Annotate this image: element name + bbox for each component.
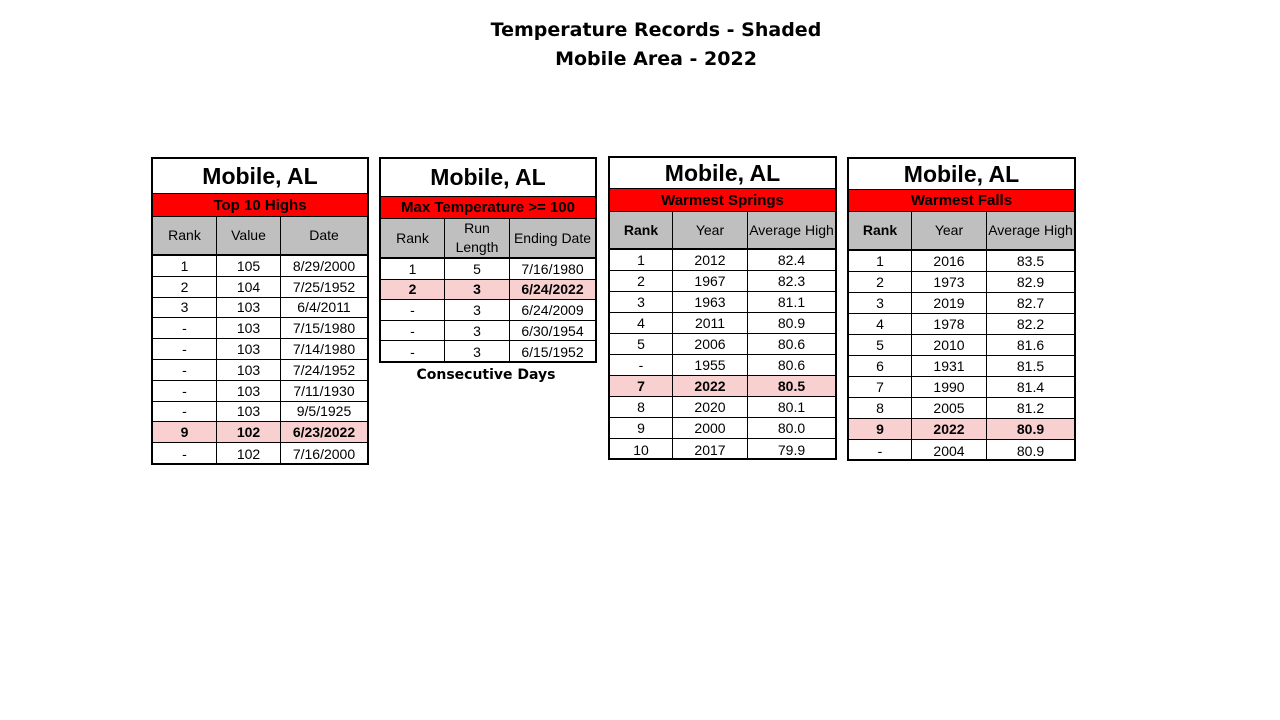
table-cell: 6/24/2022 [521, 281, 584, 298]
table-cell: 80.9 [1016, 442, 1045, 459]
table-cell: 1 [381, 259, 445, 279]
table-cell: 81.2 [1016, 400, 1045, 416]
table-row-highlighted [610, 376, 835, 397]
table-row [381, 300, 595, 321]
table-cell: 103 [217, 318, 281, 338]
table-cell: 3 [849, 293, 912, 313]
table-cell: 3 [445, 300, 510, 320]
table-cell: 1931 [912, 356, 987, 376]
table-cell: 1 [153, 256, 217, 276]
table-row [381, 259, 595, 280]
table-cell: - [153, 443, 217, 464]
table-row [849, 251, 1074, 272]
table-row-highlighted [849, 419, 1074, 440]
table-row [153, 298, 367, 319]
page-title [0, 16, 1280, 74]
table-body [610, 250, 835, 460]
table-cell: - [153, 339, 217, 359]
column-header: Run Length [445, 219, 510, 257]
table-cell: 5 [610, 334, 673, 354]
table-row [153, 318, 367, 339]
table-cell: 7/25/1952 [292, 278, 356, 295]
table-cell: 1973 [912, 272, 987, 292]
header-row [610, 212, 835, 250]
table-cell: 4 [610, 313, 673, 333]
table-row [610, 250, 835, 271]
table-cell: 81.1 [777, 294, 806, 310]
table-cell: 81.4 [1016, 379, 1045, 395]
table-cell: 1 [610, 250, 673, 270]
table-banner: Max Temperature >= 100 [381, 197, 595, 219]
table-cell: 2020 [673, 397, 748, 417]
table-cell: 5 [445, 259, 510, 279]
table-cell: 81.5 [1016, 358, 1045, 374]
table-cell: 3 [445, 280, 510, 300]
table-row [381, 341, 595, 362]
table-cell: 7/14/1980 [292, 341, 356, 358]
city-name: Mobile, AL [849, 159, 1074, 190]
table-cell: 103 [217, 381, 281, 401]
table-row [153, 256, 367, 277]
table-cell: 79.9 [777, 441, 806, 458]
column-header: Ending Date [513, 229, 592, 246]
table-cell: 2019 [912, 293, 987, 313]
table-cell: 2000 [673, 418, 748, 438]
table-cell: 6/23/2022 [292, 424, 356, 441]
table-cell: 6/15/1952 [521, 343, 584, 360]
warmest-falls-table [847, 157, 1076, 461]
table-row [849, 335, 1074, 356]
table-row-highlighted [381, 280, 595, 301]
table-cell: 82.9 [1016, 274, 1045, 290]
table-cell: 80.1 [777, 399, 806, 415]
table-cell: - [381, 300, 445, 320]
table-body [381, 259, 595, 362]
top-10-highs-table [151, 157, 369, 465]
table-cell: 2022 [912, 419, 987, 439]
table-cell: 104 [217, 277, 281, 297]
table-cell: 9 [610, 418, 673, 438]
table-cell: 3 [445, 321, 510, 341]
table-cell: 80.9 [777, 315, 806, 331]
city-name: Mobile, AL [153, 159, 367, 194]
table-cell: 2012 [673, 250, 748, 270]
table-cell: 9 [153, 422, 217, 442]
table-cell: 1978 [912, 314, 987, 334]
city-name: Mobile, AL [610, 158, 835, 189]
title-line-2: Mobile Area - 2022 [555, 48, 757, 70]
table-cell: 8 [849, 398, 912, 418]
column-header: Average High [749, 221, 834, 238]
city-name: Mobile, AL [381, 159, 595, 197]
table-cell: 102 [217, 443, 281, 464]
table-cell: 7/16/1980 [521, 260, 584, 277]
table-cell: 5 [849, 335, 912, 355]
table-row [849, 293, 1074, 314]
table-cell: - [153, 381, 217, 401]
table-cell: 3 [153, 298, 217, 318]
table-cell: 6/24/2009 [521, 301, 584, 318]
table-cell: 80.6 [777, 336, 806, 352]
table-cell: 6 [849, 356, 912, 376]
column-header: Rank [610, 212, 673, 248]
table-cell: 80.6 [777, 357, 806, 373]
table-cell: 82.2 [1016, 316, 1045, 332]
table-banner: Warmest Falls [849, 190, 1074, 212]
table-cell: 9/5/1925 [296, 403, 352, 420]
column-header: Rank [849, 212, 912, 249]
table-banner: Warmest Springs [610, 189, 835, 212]
table-cell: 8 [610, 397, 673, 417]
table-row [153, 360, 367, 381]
table-cell: 2 [610, 271, 673, 291]
table-cell: 103 [217, 402, 281, 422]
table-cell: - [153, 402, 217, 422]
table-cell: 81.6 [1016, 337, 1045, 353]
table-cell: 83.5 [1016, 253, 1045, 269]
table-row [849, 377, 1074, 398]
table-cell: 7 [849, 377, 912, 397]
table-row [610, 334, 835, 355]
title-line-1: Temperature Records - Shaded [490, 19, 822, 41]
table-row [153, 277, 367, 298]
table-cell: 6/30/1954 [521, 322, 584, 339]
table-cell: 7/15/1980 [292, 320, 356, 337]
table-cell: 3 [610, 292, 673, 312]
table-cell: 2004 [912, 440, 987, 461]
column-header: Value [217, 217, 281, 254]
table-cell: - [849, 440, 912, 461]
table-cell: 1990 [912, 377, 987, 397]
warmest-springs-table [608, 156, 837, 460]
table-cell: 2011 [673, 313, 748, 333]
table-row [849, 440, 1074, 461]
table-row [849, 398, 1074, 419]
table-cell: 82.7 [1016, 295, 1045, 311]
table-cell: 82.4 [777, 252, 806, 268]
table-cell: 1 [849, 251, 912, 271]
table-row [849, 314, 1074, 335]
table-row [153, 381, 367, 402]
table-cell: 2017 [673, 439, 748, 460]
table-cell: 80.9 [1016, 421, 1045, 437]
table-cell: 103 [217, 298, 281, 318]
table-row [153, 443, 367, 464]
table-cell: - [153, 318, 217, 338]
table-row [849, 272, 1074, 293]
table-row [610, 355, 835, 376]
table-row [849, 356, 1074, 377]
table-banner: Top 10 Highs [153, 194, 367, 217]
table-cell: - [381, 321, 445, 341]
table-row [153, 339, 367, 360]
table-row [381, 321, 595, 342]
table-cell: 7/11/1930 [293, 382, 355, 399]
table-cell: 80.0 [777, 420, 806, 436]
table-cell: 80.5 [777, 378, 806, 394]
table-cell: - [381, 341, 445, 362]
column-header: Rank [153, 217, 217, 254]
table-cell: 2006 [673, 334, 748, 354]
table-cell: 3 [445, 341, 510, 362]
table-cell: 6/4/2011 [297, 299, 351, 316]
column-header: Average High [988, 222, 1073, 238]
table-body [849, 251, 1074, 461]
table-cell: 7 [610, 376, 673, 396]
table-cell: 102 [217, 422, 281, 442]
table-cell: 10 [610, 439, 673, 460]
table-cell: 8/29/2000 [292, 257, 356, 274]
table-cell: 2010 [912, 335, 987, 355]
table-cell: 2022 [673, 376, 748, 396]
table-cell: 2 [849, 272, 912, 292]
table-body [153, 256, 367, 464]
table-cell: 2016 [912, 251, 987, 271]
table-row-highlighted [153, 422, 367, 443]
table-cell: 82.3 [777, 273, 806, 289]
table-cell: 105 [217, 256, 281, 276]
table-cell: 2005 [912, 398, 987, 418]
table-cell: 103 [217, 360, 281, 380]
column-header: Year [912, 212, 987, 249]
table-row [610, 418, 835, 439]
column-header: Date [309, 227, 339, 243]
table-cell: - [610, 355, 673, 375]
header-row [381, 219, 595, 259]
table-cell: - [153, 360, 217, 380]
table-cell: 9 [849, 419, 912, 439]
table-cell: 103 [217, 339, 281, 359]
table-cell: 7/16/2000 [292, 445, 356, 462]
table-cell: 4 [849, 314, 912, 334]
table-cell: 1963 [673, 292, 748, 312]
consecutive-days-caption: Consecutive Days [416, 367, 556, 383]
header-row [849, 212, 1074, 251]
header-row [153, 217, 367, 256]
table-cell: 1955 [673, 355, 748, 375]
table-row [610, 439, 835, 460]
column-header: Rank [381, 219, 445, 257]
table-cell: 1967 [673, 271, 748, 291]
max-temperature-streak-table [379, 157, 597, 363]
table-row [610, 292, 835, 313]
table-cell: 2 [153, 277, 217, 297]
table-row [610, 313, 835, 334]
table-cell: 7/24/1952 [292, 361, 356, 378]
table-row [153, 402, 367, 423]
table-cell: 2 [381, 280, 445, 300]
column-header: Year [673, 212, 748, 248]
table-row [610, 397, 835, 418]
table-row [610, 271, 835, 292]
